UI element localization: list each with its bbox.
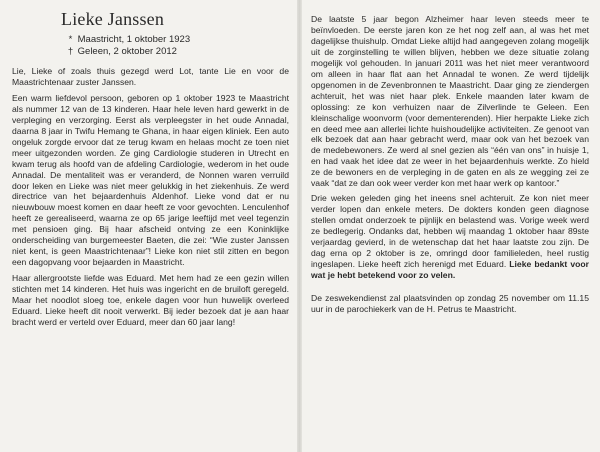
card-fold	[297, 0, 302, 452]
eduard-paragraph: Haar allergrootste liefde was Eduard. Met hem had ze een gezin willen stichten met 14 kinderen. Het huis was ingericht en de bruiloft geregeld. Maar het noodlot sloeg toe, enkele dagen voor hun huwelijk overleed Eduard. Lieke heeft dit nooit verwerkt. Bij ieder bezoek dat je aan haar bracht werd er verteld over Eduard, meer dan 60 jaar lang!	[12, 273, 289, 327]
left-page	[12, 8, 289, 333]
service-notice: De zeswekendienst zal plaatsvinden op zondag 25 november om 11.15 uur in de parochiekerk van de H. Petrus te Maastricht.	[311, 292, 589, 314]
death-symbol: †	[67, 46, 74, 57]
right-page	[311, 14, 589, 319]
birth-symbol: *	[68, 34, 73, 45]
life-story-paragraph: Een warm liefdevol persoon, geboren op 1 oktober 1923 te Maastricht als nummer 12 van de 13 kinderen. Haar hele leven hard gewerkt in de verpleging en verzorging. Eerst als verpleegster in het oude Annadal, daarna 8 jaar in Twifu Hemang te Ghana, in haar eigen kliniek. Een auto ongeluk zorgde ervoor dat ze terug kwam en helaas mocht ze toen niet meer uitgezonden worden. Ze ging Cardiologie studeren in Utrecht en kwam terug als hoofd van de afdeling Cardiologie, wederom in het oude Annadal. De mentaliteit was er veranderd, de Nonnen waren verruild door leken en Lieke was niet meer gelukkig in het ziekenhuis. Ze werd directrice van het bejaardenhuis Aldenhof. Lieke vond dat er nu nieuwbouw moest komen en daar heeft ze voor gevochten. Lenculenhof heeft ze gerealiseerd, waarna ze op 65 jarige leeftijd met veel tegenzin met pensioen ging. Bij haar afscheid ontving ze een Koninklijke onderscheiding van burgemeester Baeten, die zei: “Wie zuster Janssen niet kent, is geen Maastrichtenaar”! Lieke kon niet stil zitten en begon een dagopvang voor bejaarden in Maastricht.	[12, 92, 289, 268]
birth-line	[61, 34, 289, 46]
card-header	[61, 8, 289, 58]
final-weeks-text: Drie weken geleden ging het ineens snel achteruit. Ze kon niet meer verder lopen dan enkele meters. De dokters konden geen diagnose stellen omdat onderzoek te pijnlijk en belastend was. Vorige week werd ze bedlegerig. Ondanks dat, hebben wij maandag 1 oktober haar 89ste verjaardag gevierd, in de wetenschap dat het haar laatste zou zijn. De dag erna op 2 oktober is ze, omringd door familieleden, heel rustig ingeslapen. Lieke heeft zich herenigd met Eduard.	[311, 193, 589, 269]
closing-thanks: Lieke bedankt voor wat je hebt betekend voor zo velen.	[311, 258, 589, 280]
death-text: Geleen, 2 oktober 2012	[77, 46, 177, 57]
deceased-name: Lieke Janssen	[61, 9, 165, 29]
death-line	[61, 46, 289, 58]
alzheimer-paragraph: De laatste 5 jaar begon Alzheimer haar leven steeds meer te beïnvloeden. De eerste jaren kon ze het nog zelf aan, al was het met dagelijkse thuishulp. Omdat Lieke altijd had aangegeven zolang mogelijk uit de zorginstelling te willen blijven, hebben we deze situatie zolang mogelijk vol gehouden. In januari 2011 was het niet meer verantwoord om alleen in haar flat aan het Annadal te wonen. Ze werd tijdelijk opgenomen in de Zevenbronnen te Maastricht. Daar ging ze ziendergen achteruit, het was niet haar plek. Enkele maanden later kwam de oplossing: ze kon verhuizen naar de Zilverlinde te Geleen. Een kleinschalige woonvorm (voor dementerenden). Hier herpakte Lieke zich en deed mee aan allerlei lichte huishoudelijke activiteiten. Ze genoot van elk bezoek dat aan haar gebracht werd, maar ook van het bezoek van de medebewoners. Ze werd al snel gezien als “één van ons” in huisje 1, en had vaak het idee dat ze weer in het bejaardenhuis werkte. Zo hield ze de bewoners en de verpleging in de gaten en als ze wegging zei ze vaak “dat ze dan ook weer verder kon met haar werk op kantoor.”	[311, 14, 589, 189]
spacer	[311, 284, 589, 293]
intro-paragraph: Lie, Lieke of zoals thuis gezegd werd Lot, tante Lie en voor de Maastrichtenaar zuster Janssen.	[12, 66, 289, 87]
birth-text: Maastricht, 1 oktober 1923	[77, 34, 191, 45]
final-weeks-paragraph	[311, 193, 589, 281]
